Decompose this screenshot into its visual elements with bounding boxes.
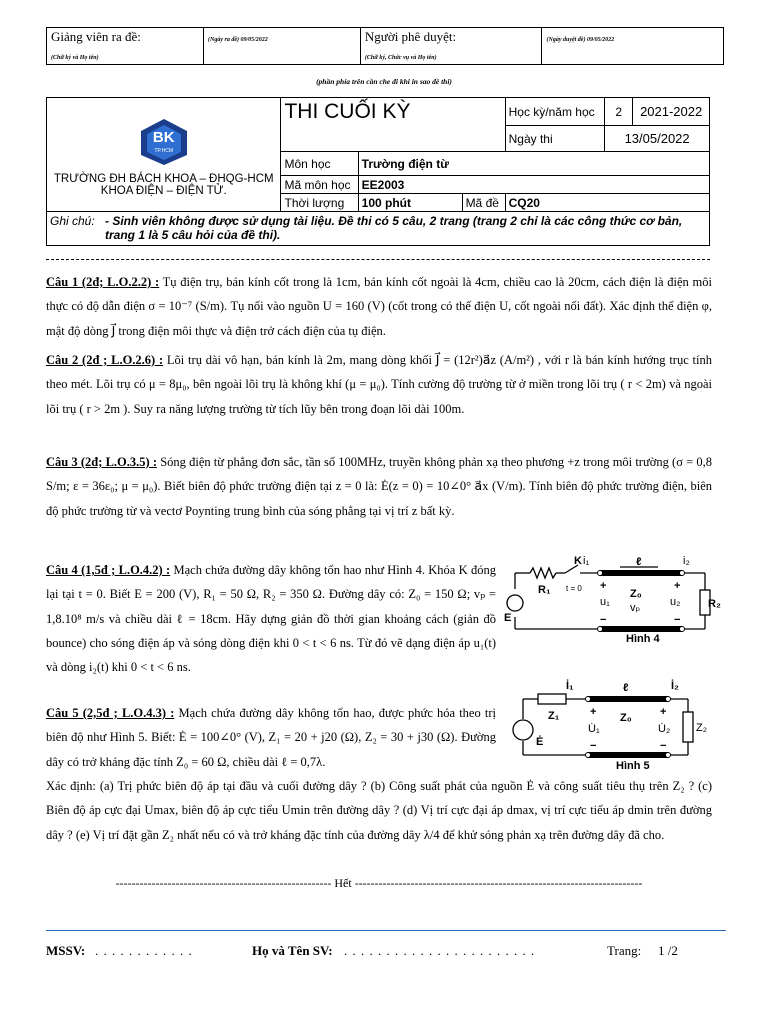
fig4-r2: R₂ [708,598,721,610]
q1-text: Tụ điện trụ, bán kính cốt trong là 1cm, bán kính cốt ngoài là 4cm, chiều cao là 20cm, cách điện là điện môi thực có độ dẫn điện σ = 10⁻⁷ (S/m). Tụ nối vào nguồn U = 160 (V) (cốt trong có thế điện U, cốt ngoài nối đất). Xác định thế điện φ, mật độ dòng J⃗ trong điện môi thực và điện trở cách điện của tụ điện. [46,275,712,338]
divider-top [46,259,710,260]
q5-heading: Câu 5 (2,5đ ; L.O.4.3) : [46,706,175,720]
school-logo [139,117,189,167]
date-label: Ngày thi [505,126,605,152]
footer-rule [46,930,726,931]
note-cell [47,212,710,246]
exam-title: THI CUỐI KỲ [281,98,505,152]
code: EE2003 [358,176,709,194]
exam-code: CQ20 [505,194,709,212]
approver-date: (Ngày duyệt đề) 09/05/2022 [546,37,615,43]
fig4-minus1: − [600,614,607,626]
fig5-u2: U̇₂ [658,723,671,735]
fig4-l: ℓ [636,556,642,568]
fig4-caption: Hình 4 [626,633,660,645]
code-label: Mã môn học [281,176,358,194]
q2-text: Lõi trụ dài vô hạn, bán kính là 2m, mang dòng khối J⃗ = (12r²)a⃗z (A/m²) , với r là bán kính hướng trục tính theo mét. Lõi trụ có μ = 8μ₀, bên ngoài lõi trụ là không khí (μ = μ₀). Tính cường độ trường từ ở miền trong lõi trụ ( r < 2m) và ngoài lõi trụ ( r > 2m ). Suy ra năng lượng trường từ tích lũy bên trong đoạn lõi dài 100m. [46,353,712,416]
lecturer-cell [47,28,204,65]
question-4 [46,558,496,679]
q4-heading: Câu 4 (1,5đ ; L.O.4.2) : [46,563,171,577]
fig4-plus1: + [600,580,607,592]
lecturer-sub: (Chữ ký và Họ tên) [51,55,99,61]
fig4-z0: Z₀ [630,588,642,600]
fig4-minus2: − [674,614,681,626]
question-2 [46,348,712,421]
subject: Trường điện từ [358,152,709,176]
fig5-z1: Z₁ [548,710,560,722]
q3-heading: Câu 3 (2đ; L.O.3.5) : [46,455,158,469]
approver-date-cell [542,28,724,65]
fig4-k: K [574,555,582,567]
figure-5-circuit [508,677,723,772]
fig5-minus2: − [660,740,667,752]
approval-table [46,27,724,65]
figure-4-circuit [500,555,725,645]
q3-text: Sóng điện từ phẳng đơn sắc, tần số 100MHz, truyền không phản xạ theo phương +z trong môi trường (σ = 0,8 S/m; ε = 36ε₀; μ = μ₀). Biết biên độ phức trường điện tại z = 0 là: Ė(z = 0) = 10∠0° a⃗x (V/m). Tính biên độ phức trường điện, biên độ phức trường từ và vectơ Poynting trung bình của sóng phẳng tại vị trí z bất kỳ. [46,455,712,518]
cut-note: (phần phía trên cần che đi khi in sao đề thi) [316,77,452,86]
q2-heading: Câu 2 (2đ ; L.O.2.6) : [46,353,164,367]
exam-header-table [46,97,710,246]
fig5-z2: Z₂ [696,722,707,734]
q5-text: Mạch chứa đường dây không tổn hao, được phức hóa theo trị biên độ như Hình 5. Biết: Ė = 100∠0° (V), Z₁ = 20 + j20 (Ω), Z₂ = 30 + j30 (Ω). Đường dây có trở kháng đặc tính Z₀ = 60 Ω, chiều dài ℓ = 0,7λ. [46,706,496,769]
approver-label: Người phê duyệt: [364,29,457,44]
fig5-caption: Hình 5 [616,760,650,772]
approver-sub: (Chữ ký, Chức vụ và Họ tên) [364,55,437,61]
end-line: ------------------------------------------------------ Hết ------------------------------------------------------------------------ [115,876,643,890]
school-line1: TRƯỜNG ĐH BÁCH KHOA – ĐHQG-HCM [53,172,274,185]
fig5-l: ℓ [623,682,629,694]
q1-heading: Câu 1 (2đ; L.O.2.2) : [46,275,160,289]
page-label: Trang: [607,943,642,958]
note-text: - Sinh viên không được sử dụng tài liệu. Đề thi có 5 câu, 2 trang (trang 2 chỉ là các công thức cơ bản, trang 1 là 5 câu hỏi của đề thi). [105,214,683,242]
lecturer-label: Giảng viên ra đề: [51,29,141,44]
fig5-u1: U̇₁ [588,723,600,735]
subject-label: Môn học [281,152,358,176]
semester: 2 [605,98,633,126]
approver-cell [360,28,542,65]
question-3 [46,450,712,523]
fig4-u2: u₂ [670,596,681,608]
mssv-dots: . . . . . . . . . . . . [95,943,193,958]
fig4-vp: vₚ [630,602,641,614]
question-1 [46,270,712,343]
exam-code-label: Mã đề [462,194,505,212]
q4-text: Mạch chứa đường dây không tổn hao như Hình 4. Khóa K đóng lại tại t = 0. Biết E = 200 (V), R₁ = 50 Ω, R₂ = 350 Ω. Đường dây có: Z₀ = 150 Ω; vₚ = 1,8.10⁸ m/s và chiều dài ℓ = 18cm. Hãy dựng giản đồ thời gian khoảng cách (giản đồ bounce) cho sóng điện áp và sóng dòng điện khi 0 < t < 6 ns. Từ đó vẽ dạng điện áp u₁(t) và dòng i₂(t) khi 0 < t < 6 ns. [46,563,496,675]
name-dots: . . . . . . . . . . . . . . . . . . . . . . . [344,943,536,958]
duration-label: Thời lượng [281,194,358,212]
fig5-minus1: − [590,740,597,752]
date: 13/05/2022 [605,126,710,152]
fig5-i1: İ₁ [566,680,574,692]
page-number: 1 /2 [658,943,678,958]
question-5 [46,701,496,774]
fig4-r1: R₁ [538,584,551,596]
logo-text: BK [152,128,175,146]
note-label: Ghi chú: [50,214,95,228]
fig5-plus1: + [590,706,597,718]
mssv-label: MSSV: [46,943,86,958]
fig4-t0: t = 0 [566,584,582,593]
fig5-e: Ė [536,736,544,748]
lecturer-date-cell [203,28,360,65]
school-line2: KHOA ĐIỆN – ĐIỆN TỬ. [100,184,227,197]
semester-label: Học kỳ/năm học [505,98,605,126]
q5-text2: Xác định: (a) Trị phức biên độ áp tại đầu và cuối đường dây ? (b) Công suất phát của nguồn Ė và công suất tiêu thụ trên Z₂ ? (c) Biên độ áp cực đại Umax, biên độ áp cực tiểu Umin trên đường dây ? (d) Vị trí cực đại áp dmax, vị trí cực tiểu áp dmin trên đường dây ? (e) Vị trí đặt gần Z₂ nhất nếu có và trở kháng đặc tính của đường dây λ/4 để khử sóng phản xạ trên đường dây đã cho. [46,779,712,842]
fig5-i2: İ₂ [671,680,679,692]
name-label: Họ và Tên SV: [252,943,333,958]
fig4-u1: u₁ [600,596,610,608]
fig4-plus2: + [674,580,681,592]
school-cell [47,98,281,212]
fig4-i1: i₁ [583,555,590,567]
logo-sub: TP.HCM [154,147,173,154]
fig5-plus2: + [660,706,667,718]
duration: 100 phút [358,194,462,212]
fig4-e: E [504,612,512,624]
fig5-z0: Z₀ [620,712,632,724]
year: 2021-2022 [633,98,710,126]
fig4-i2: i₂ [683,555,690,567]
lecturer-date: (Ngày ra đề) 09/05/2022 [207,37,268,43]
question-5-cont [46,774,712,847]
